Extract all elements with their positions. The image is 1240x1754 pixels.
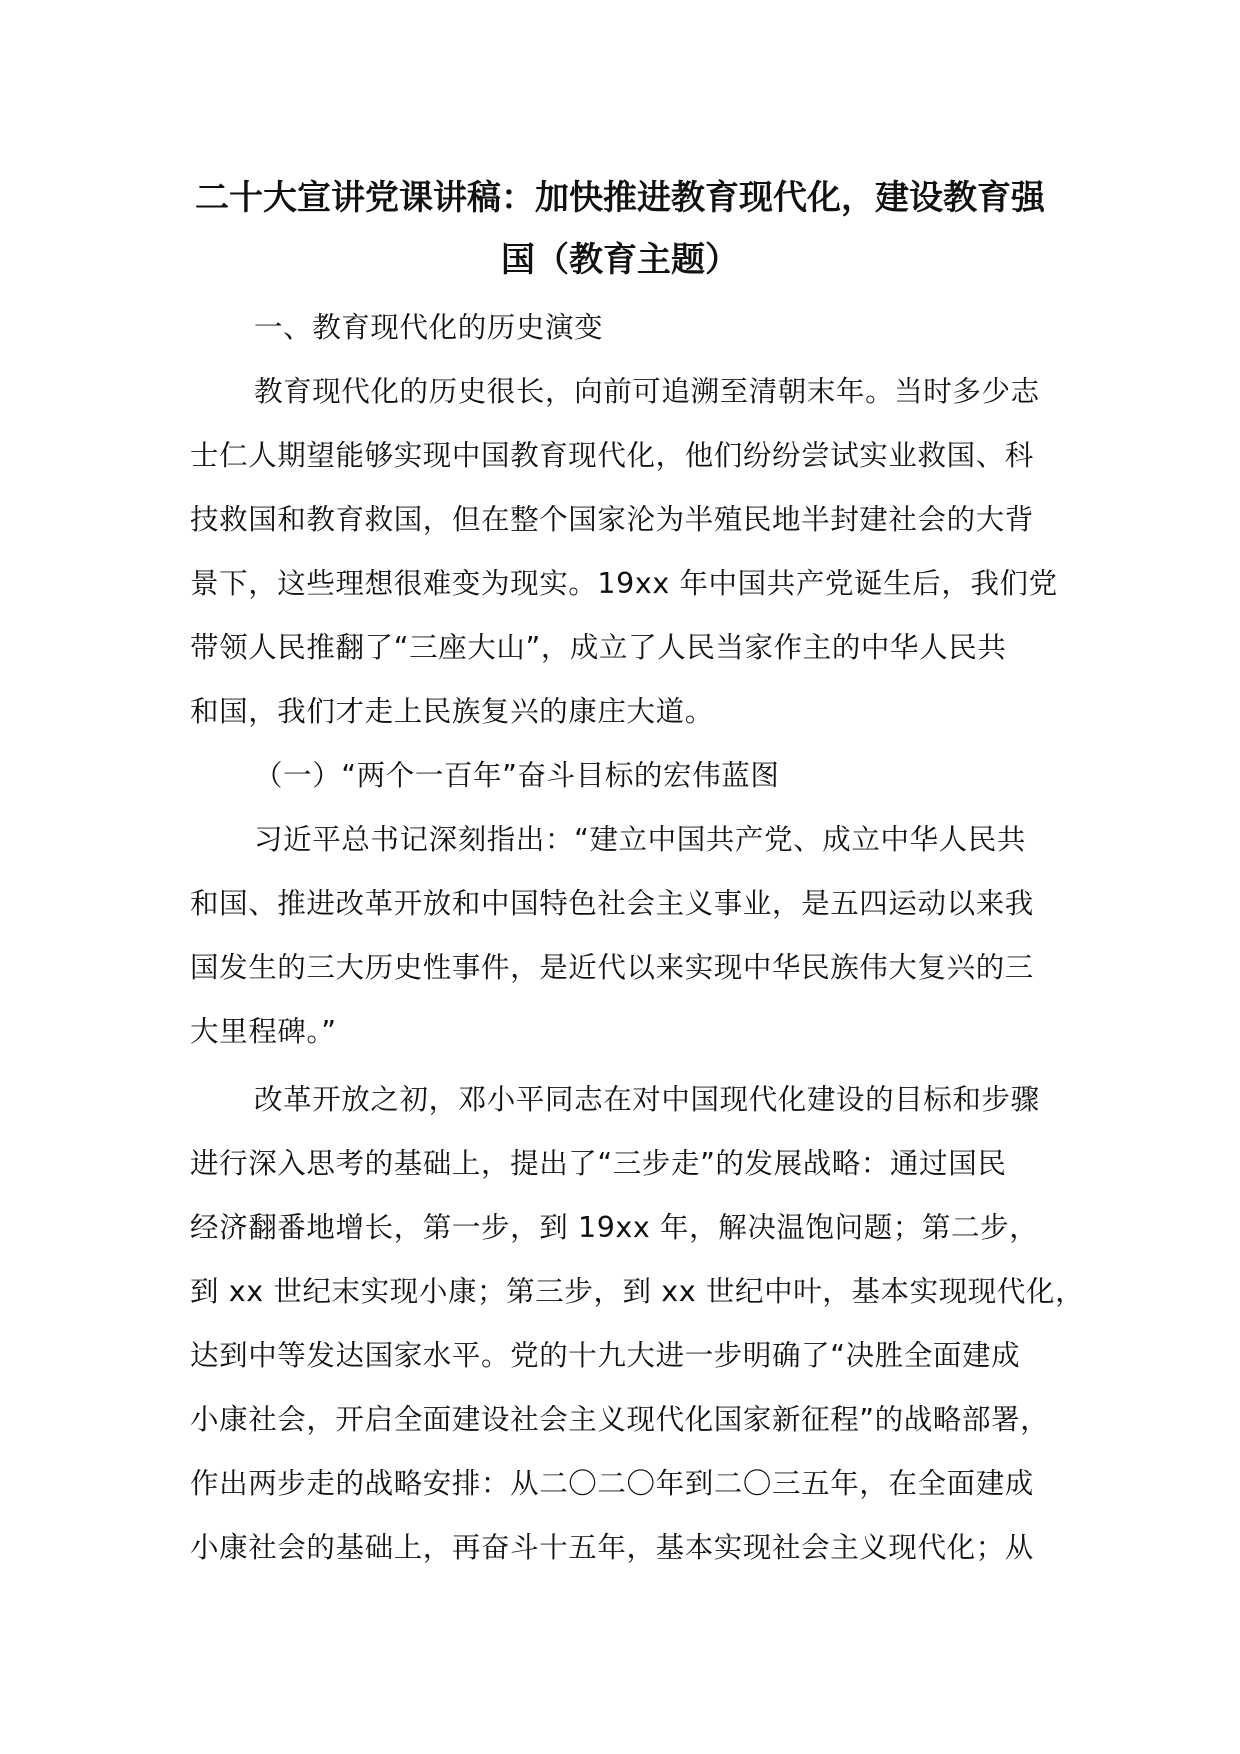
paragraph-line: 进行深入思考的基础上，提出了“三步走”的发展战略：通过国民 bbox=[190, 1147, 1007, 1180]
section-heading: 一、教育现代化的历史演变 bbox=[254, 311, 604, 344]
paragraph-line: 作出两步走的战略安排：从二〇二〇年到二〇三五年，在全面建成 bbox=[190, 1467, 1034, 1500]
subsection-heading: （一）“两个一百年”奋斗目标的宏伟蓝图 bbox=[254, 759, 780, 792]
paragraph-line: 景下，这些理想很难变为现实。19xx 年中国共产党诞生后，我们党 bbox=[190, 567, 1058, 600]
paragraph-line: 技救国和教育救国，但在整个国家沦为半殖民地半封建社会的大背 bbox=[190, 503, 1034, 536]
paragraph-line: 达到中等发达国家水平。党的十九大进一步明确了“决胜全面建成 bbox=[190, 1339, 1021, 1372]
paragraph-line: 到 xx 世纪末实现小康；第三步，到 xx 世纪中叶，基本实现现代化， bbox=[190, 1275, 1085, 1308]
paragraph-line: 士仁人期望能够实现中国教育现代化，他们纷纷尝试实业救国、科 bbox=[190, 439, 1034, 472]
paragraph-line: 国发生的三大历史性事件，是近代以来实现中华民族伟大复兴的三 bbox=[190, 951, 1034, 984]
paragraph-line: 和国，我们才走上民族复兴的康庄大道。 bbox=[190, 695, 714, 728]
paragraph-line: 小康社会的基础上，再奋斗十五年，基本实现社会主义现代化；从 bbox=[190, 1531, 1034, 1564]
paragraph-line: 经济翻番地增长，第一步，到 19xx 年，解决温饱问题；第二步， bbox=[190, 1211, 1039, 1244]
document-title-line-2: 国（教育主题） bbox=[501, 240, 739, 280]
paragraph-line: 改革开放之初，邓小平同志在对中国现代化建设的目标和步骤 bbox=[254, 1083, 1040, 1116]
paragraph-line: 大里程碑。” bbox=[190, 1015, 337, 1048]
paragraph-line: 习近平总书记深刻指出：“建立中国共产党、成立中华人民共 bbox=[254, 823, 1026, 856]
paragraph-line: 带领人民推翻了“三座大山”，成立了人民当家作主的中华人民共 bbox=[190, 631, 1007, 664]
document-title-line-1: 二十大宣讲党课讲稿：加快推进教育现代化，建设教育强 bbox=[195, 178, 1045, 218]
paragraph-line: 和国、推进改革开放和中国特色社会主义事业，是五四运动以来我 bbox=[190, 887, 1034, 920]
paragraph-line: 小康社会，开启全面建设社会主义现代化国家新征程”的战略部署， bbox=[190, 1403, 1050, 1436]
paragraph-line: 教育现代化的历史很长，向前可追溯至清朝末年。当时多少志 bbox=[254, 375, 1040, 408]
